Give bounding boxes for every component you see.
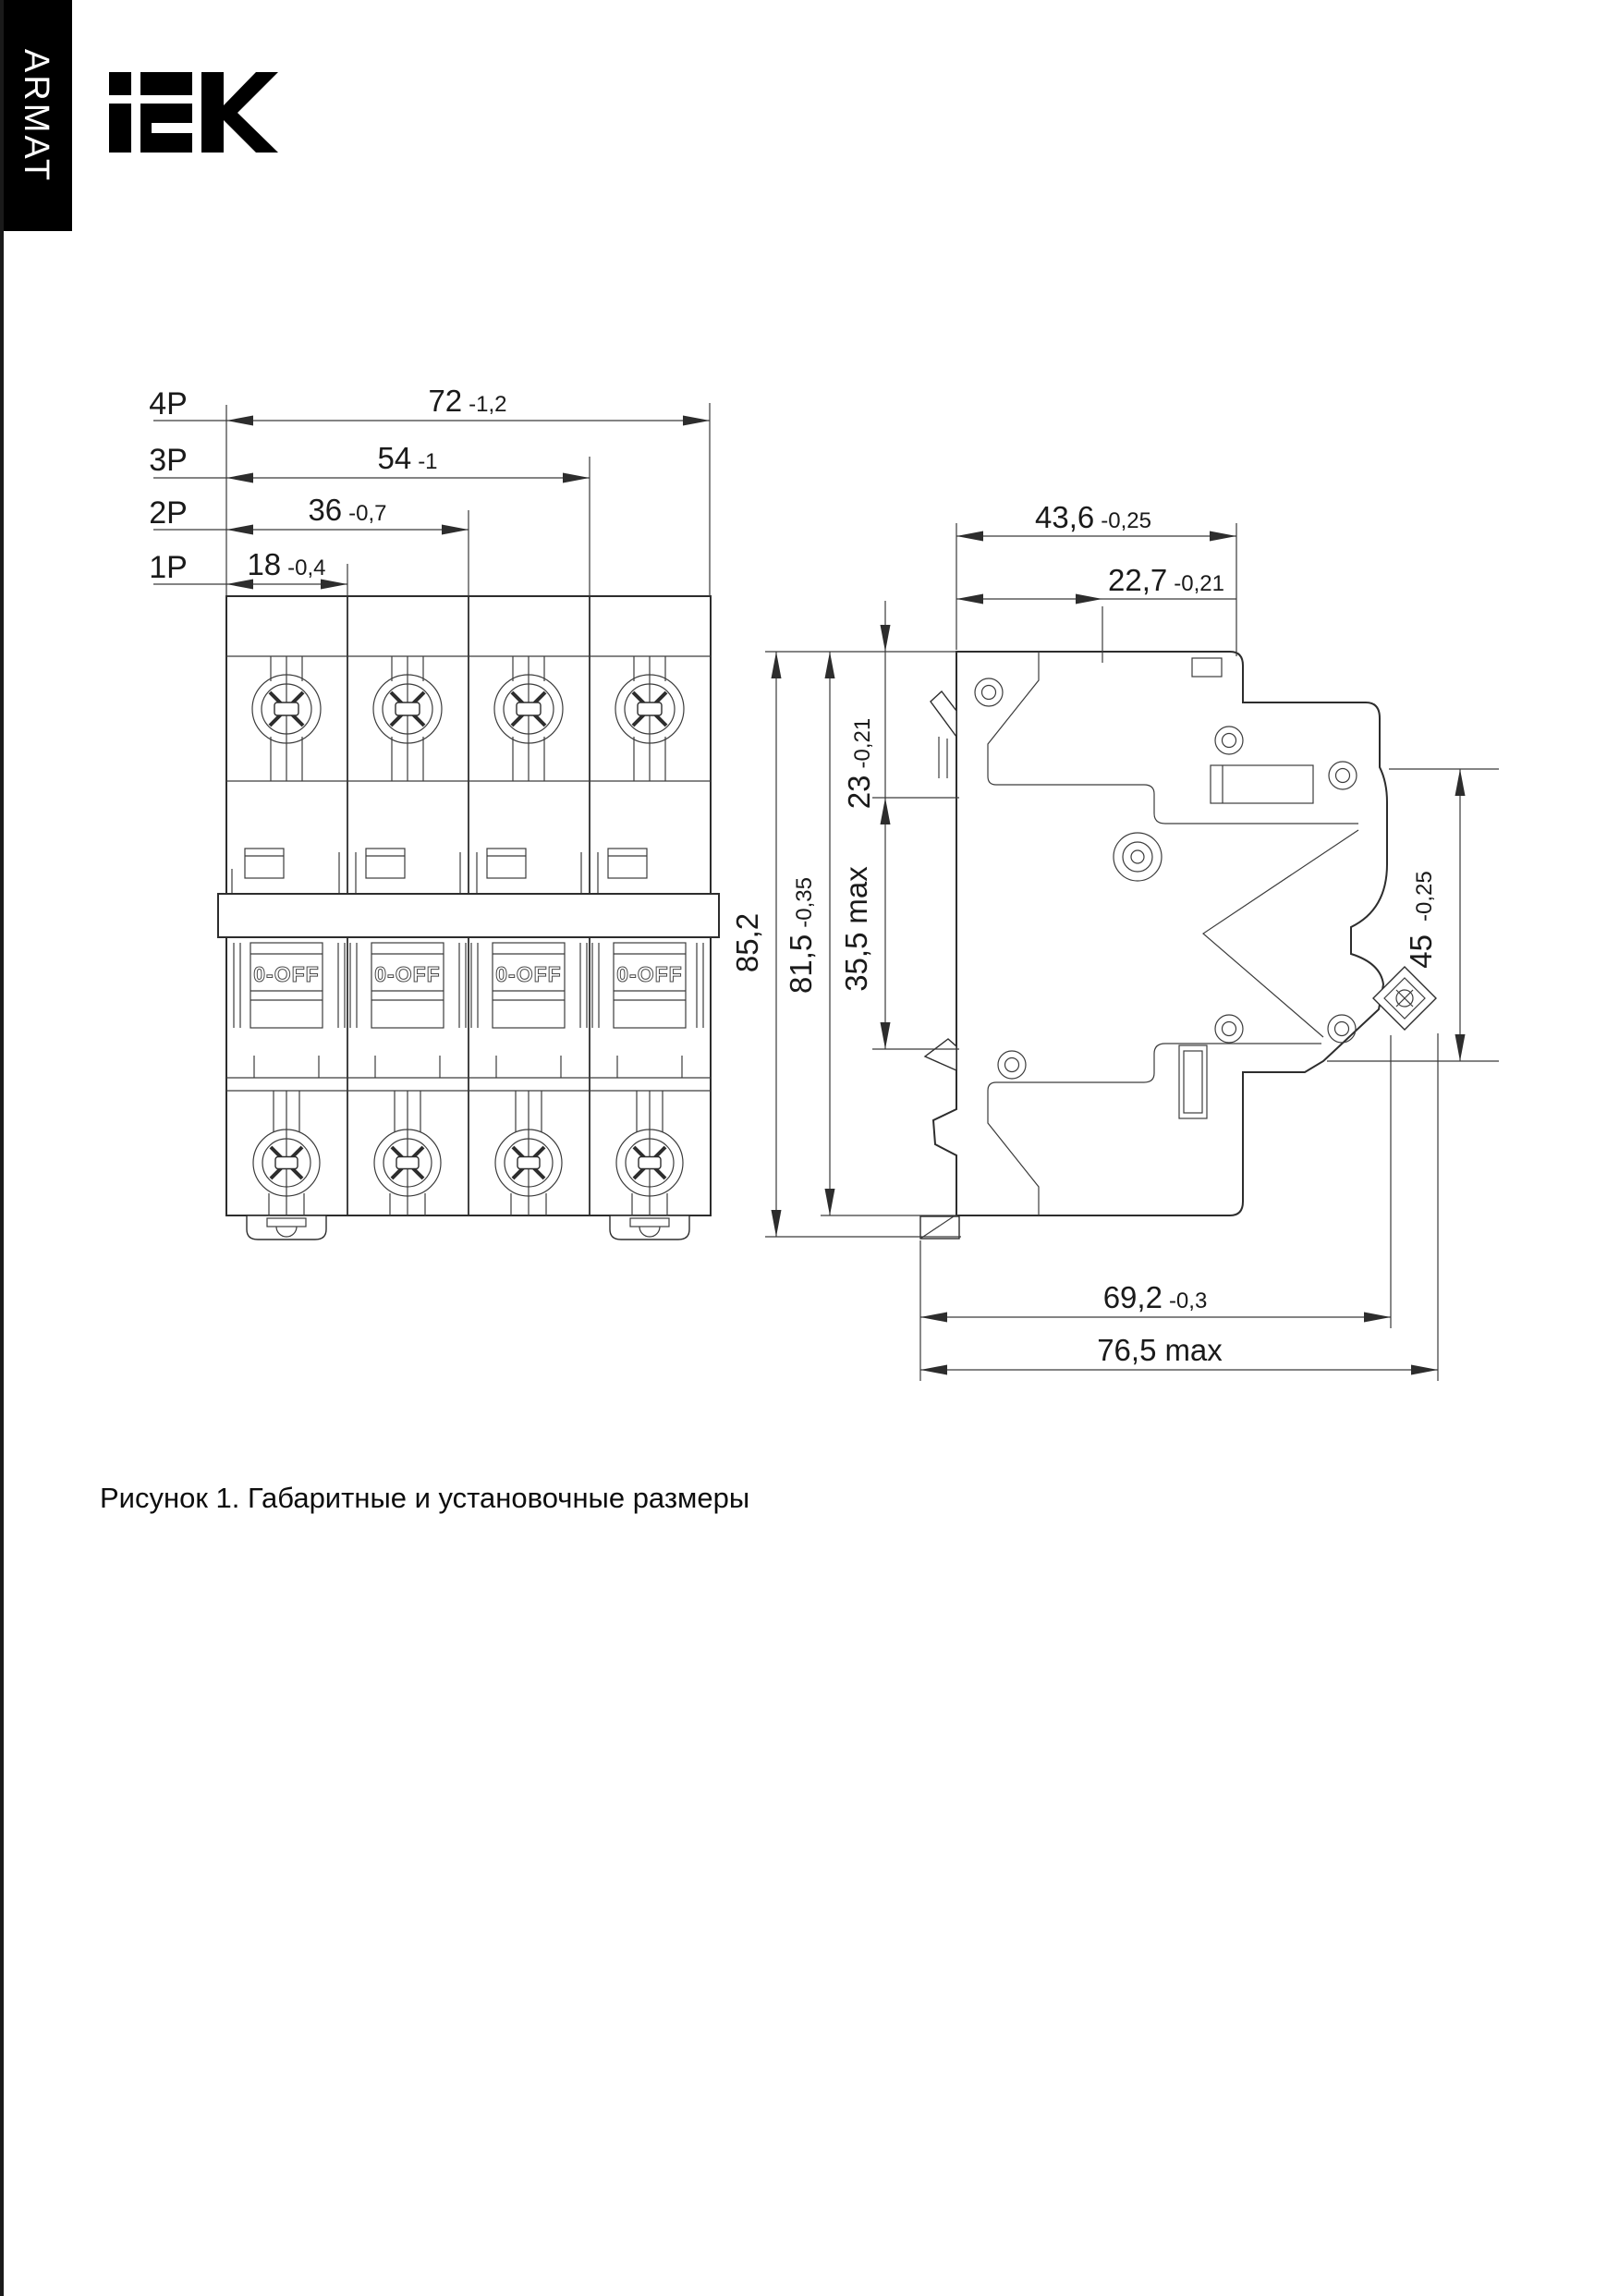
figure-caption: Рисунок 1. Габаритные и установочные размеры	[100, 1482, 750, 1514]
pole-count-label: 1P	[149, 550, 188, 585]
pole-count-label: 2P	[149, 495, 188, 531]
toggle-label: 0-OFF	[253, 962, 320, 986]
din-rail-band	[218, 894, 719, 937]
dim-label: 43,6 -0,25	[1035, 500, 1151, 534]
dim-2p-width	[149, 493, 469, 535]
series-tab-label: ARMAT	[17, 48, 56, 183]
pole-count-label: 4P	[149, 386, 188, 421]
mounting-foot	[247, 1215, 326, 1240]
front-view	[218, 596, 719, 1240]
toggle-label: 0-OFF	[616, 962, 683, 986]
dim-label: 22,7 -0,21	[1108, 563, 1224, 597]
dim-label: 54 -1	[377, 441, 438, 475]
dim-label: 69,2 -0,3	[1102, 1280, 1208, 1314]
dim-label: 45-0,25	[1404, 871, 1438, 969]
dim-1p-width	[149, 547, 347, 590]
dim-label: 18 -0,4	[247, 547, 326, 581]
toggle-lever-side	[931, 691, 956, 778]
dim-top-depth-and-handle-depth	[839, 601, 959, 1049]
dim-label: 35,5max	[839, 866, 873, 992]
dim-4p-width	[149, 384, 710, 426]
dim-label: 72 -1,2	[428, 384, 507, 418]
pole-count-label: 3P	[149, 443, 188, 478]
dim-front-offset	[956, 563, 1236, 663]
dim-label: 81,5-0,35	[784, 877, 818, 994]
dim-3p-width	[149, 441, 590, 483]
dim-label: 76,5 max	[1097, 1333, 1223, 1367]
dim-label: 36 -0,7	[308, 493, 387, 527]
side-view	[920, 652, 1436, 1239]
front-dimensions	[149, 384, 710, 596]
mounting-foot	[610, 1215, 689, 1240]
terminal-clamp-screw	[1373, 967, 1436, 1030]
breaker-side-silhouette	[933, 652, 1387, 1215]
toggle-label: 0-OFF	[495, 962, 562, 986]
dim-label: 85,2	[730, 912, 764, 973]
dim-label: 23-0,21	[842, 717, 876, 810]
toggle-label: 0-OFF	[374, 962, 441, 986]
